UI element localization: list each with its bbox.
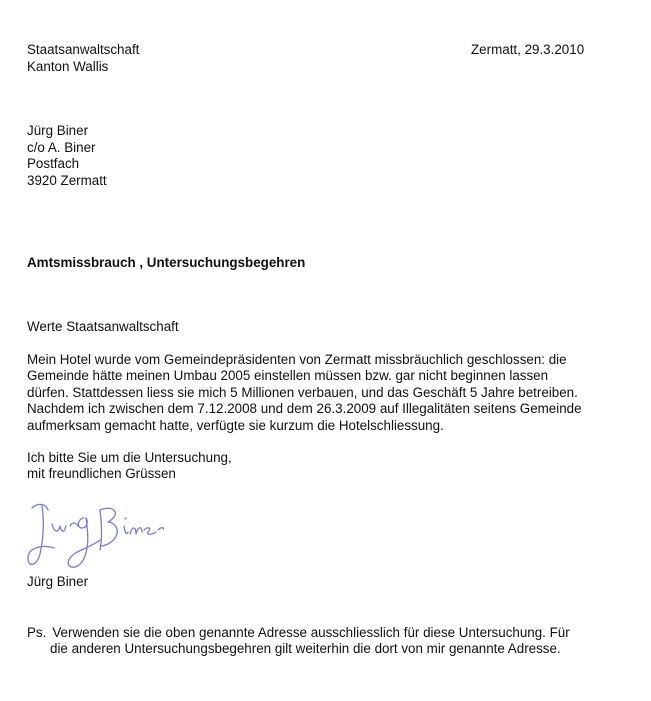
body-line-2: Gemeinde hätte meinen Umbau 2005 einstellen müssen bzw. gar nicht beginnen lassen <box>27 368 549 383</box>
signer-name: Jürg Biner <box>27 574 89 589</box>
sender-line-1: Staatsanwaltschaft <box>27 42 140 57</box>
closing-line-1: Ich bitte Sie um die Untersuchung, <box>27 450 232 465</box>
recipient-po-box: Postfach <box>27 156 80 171</box>
recipient-city: 3920 Zermatt <box>27 173 107 188</box>
salutation: Werte Staatsanwaltschaft <box>27 319 179 334</box>
postscript-line-2: die anderen Untersuchungsbegehren gilt weiterhin die dort von mir genannte Adresse. <box>50 641 561 656</box>
body-line-1: Mein Hotel wurde vom Gemeindepräsidenten von Zermatt missbräuchlich geschlossen: die <box>27 352 567 367</box>
body-line-3: dürfen. Stattdessen liess sie mich 5 Millionen verbauen, und das Geschäft 5 Jahre betreiben. <box>27 385 578 400</box>
handwritten-signature-icon <box>24 496 164 576</box>
closing-line-2: mit freundlichen Grüssen <box>27 466 176 481</box>
recipient-co: c/o A. Biner <box>27 140 96 155</box>
postscript-line-1: Verwenden sie die oben genannte Adresse ausschliesslich für diese Untersuchung. Für <box>52 625 570 640</box>
subject-line: Amtsmissbrauch , Untersuchungsbegehren <box>27 255 306 270</box>
body-line-5: aufmerksam gemacht hatte, verfügte sie kurzum die Hotelschliessung. <box>27 418 444 433</box>
postscript-label: Ps. <box>27 625 47 640</box>
letter-date: Zermatt, 29.3.2010 <box>471 42 585 57</box>
body-line-4: Nachdem ich zwischen dem 7.12.2008 und dem 26.3.2009 auf Illegalitäten seitens Gemeinde <box>27 401 582 416</box>
sender-line-2: Kanton Wallis <box>27 59 109 74</box>
recipient-name: Jürg Biner <box>27 123 89 138</box>
